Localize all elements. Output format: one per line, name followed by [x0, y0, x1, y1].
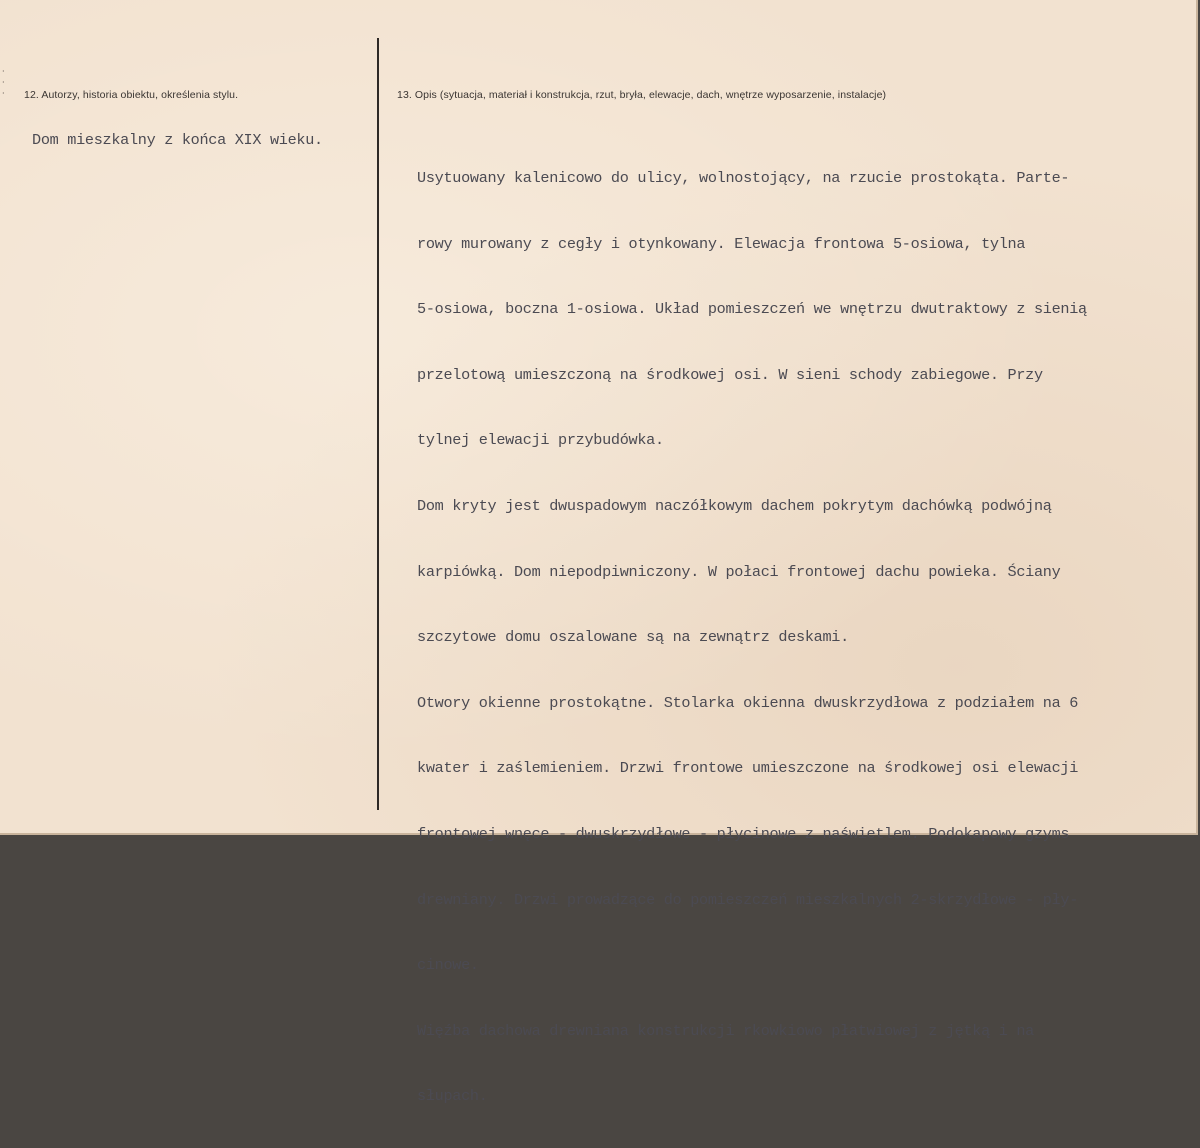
- description-line: 5-osiowa, boczna 1-osiowa. Układ pomieszczeń we wnętrzu dwutraktowy z sienią: [417, 300, 1087, 319]
- margin-marks: · · ·: [2, 67, 5, 98]
- description-line: cinowe.: [417, 956, 479, 975]
- description-line: Więźba dachowa drewniana konstrukcji rkowkiowo płatwiowej z jętką i na: [417, 1021, 1034, 1040]
- description-line: Dom kryty jest dwuspadowym naczółkowym dachem pokrytym dachówką podwójną: [417, 496, 1052, 515]
- description-line: rowy murowany z cegły i otynkowany. Elewacja frontowa 5-osiowa, tylna: [417, 234, 1026, 253]
- description-line: frontowej wnęce - dwuskrzydłowe - płycinowe z naświetlem. Podokapowy gzyms: [417, 824, 1070, 843]
- section-13-heading: 13. Opis (sytuacja, materiał i konstrukcja, rzut, bryła, elewacje, dach, wnętrze wyposarzenie, instalacje): [397, 89, 887, 101]
- section-12-text: Dom mieszkalny z końca XIX wieku.: [32, 131, 323, 149]
- description-line: słupach.: [417, 1087, 488, 1106]
- description-line: Otwory okienne prostokątne. Stolarka okienna dwuskrzydłowa z podziałem na 6: [417, 693, 1079, 712]
- description-line: kwater i zaślemieniem. Drzwi frontowe umieszczone na środkowej osi elewacji: [417, 759, 1079, 778]
- description-line: Usytuowany kalenicowo do ulicy, wolnostojący, na rzucie prostokąta. Parte-: [417, 169, 1070, 187]
- description-line: karpiówką. Dom niepodpiwniczony. W połaci frontowej dachu powieka. Ściany: [417, 562, 1061, 581]
- section-13-description: [417, 128, 1087, 1148]
- description-line: drewniany. Drzwi prowadzące do pomieszczeń mieszkalnych 2-skrzydłowe - pły-: [417, 890, 1079, 909]
- description-line: tylnej elewacji przybudówka.: [417, 431, 664, 450]
- description-line: przelotową umieszczoną na środkowej osi. W sieni schody zabiegowe. Przy: [417, 365, 1043, 384]
- column-divider: [377, 38, 379, 810]
- section-12-column: [0, 0, 376, 833]
- description-line: szczytowe domu oszalowane są na zewnątrz deskami.: [417, 628, 849, 647]
- section-12-heading: 12. Autorzy, historia obiektu, określenia stylu.: [24, 89, 239, 101]
- section-13-column: [380, 0, 1196, 1106]
